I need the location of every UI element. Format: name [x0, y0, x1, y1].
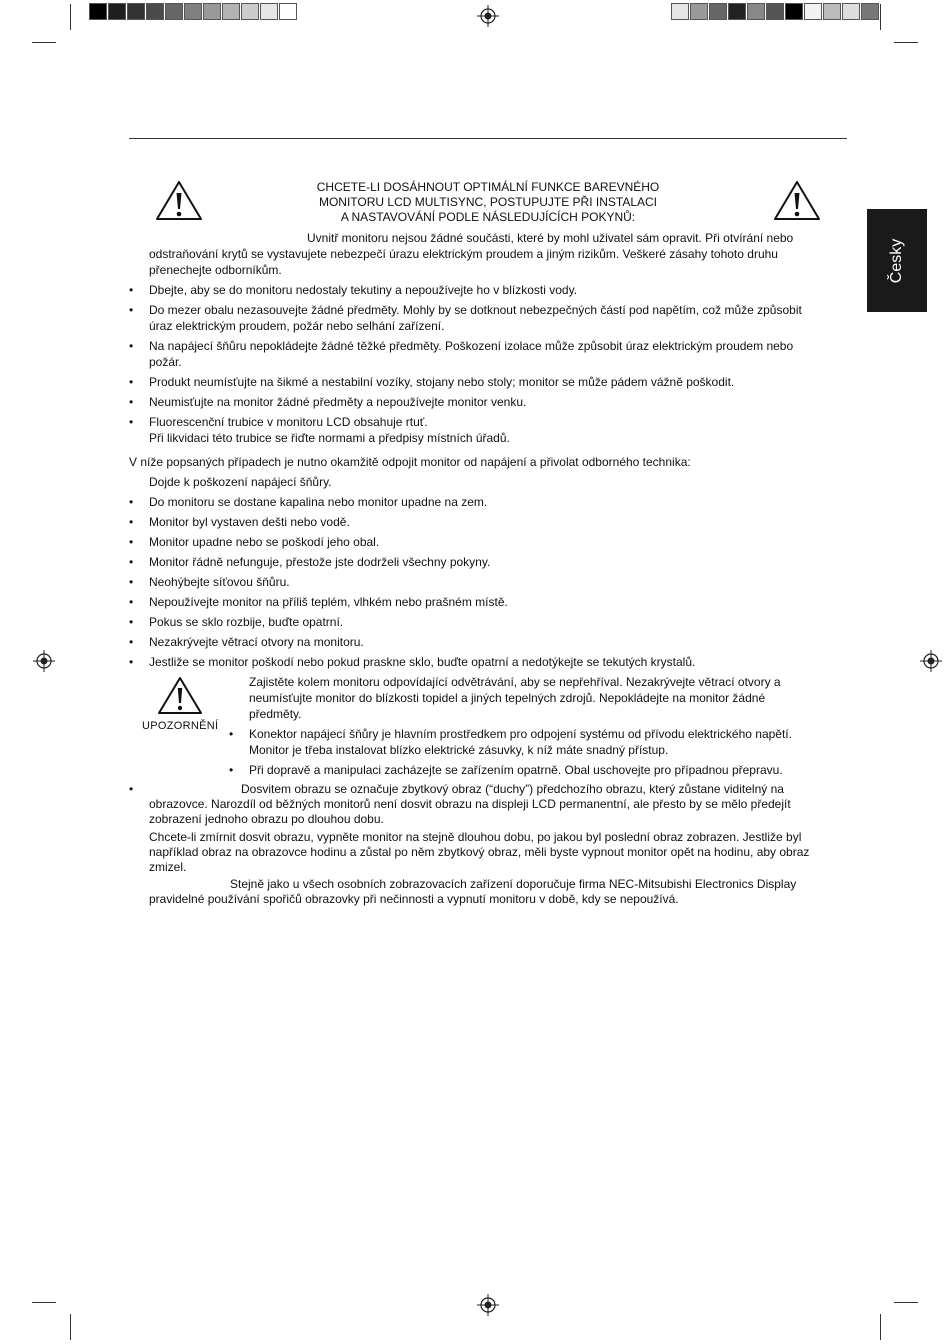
bullet: • [129, 495, 134, 509]
list-item: Při likvidaci této trubice se řiďte normami a předpisy místních úřadů. [149, 431, 510, 445]
list-item: Neohýbejte síťovou šňůru. [149, 575, 290, 589]
caution-text: neumísťujte monitor do blízkosti topidel a jiných tepelných zdrojů. Nepokládejte na monitor žádné [249, 691, 766, 705]
list-item: Na napájecí šňůru nepokládejte žádné těžké předměty. Poškození izolace může způsobit úraz elektrickým proudem nebo [149, 339, 794, 353]
list-item: Konektor napájecí šňůry je hlavním prostředkem pro odpojení systému od přívodu elektrického napětí. [249, 727, 792, 741]
bullet: • [129, 283, 134, 297]
bullet: • [129, 375, 134, 389]
list-item: požár. [149, 355, 182, 369]
list-item: Při dopravě a manipulaci zacházejte se zařízením opatrně. Obal uschovejte pro případnou přepravu. [249, 763, 783, 777]
list-item: Fluorescenční trubice v monitoru LCD obsahuje rtuť. [149, 415, 428, 429]
bullet: • [129, 303, 134, 317]
afterimage-text: Dosvitem obrazu se označuje zbytkový obraz (“duchy”) předchozího obrazu, který zůstane viditelný na [241, 782, 784, 796]
bullet: • [129, 595, 134, 609]
warning-intro: odstraňování krytů se vystavujete nebezpečí úrazu elektrickým proudem a jiným rizikům. Veškeré zásahy tohoto druhu [149, 247, 778, 261]
list-item: Monitor byl vystaven dešti nebo vodě. [149, 515, 350, 529]
bullet: • [129, 615, 134, 629]
list-item: Do mezer obalu nezasouvejte žádné předměty. Mohly by se dotknout nebezpečných částí pod napětím, což může způsobit [149, 303, 802, 317]
afterimage-text: Chcete-li zmírnit dosvit obrazu, vypněte monitor na stejně dlouhou dobu, po jakou byl poslední obraz zobrazen. Jestliže byl [149, 830, 802, 844]
list-item: Neumisťujte na monitor žádné předměty a nepoužívejte monitor venku. [149, 395, 527, 409]
warning-heading-line-3: A NASTAVOVÁNÍ PODLE NÁSLEDUJÍCÍCH POKYNŮ: [340, 210, 636, 224]
bullet: • [129, 395, 134, 409]
header-rule [129, 138, 847, 139]
bullet: • [129, 635, 134, 649]
list-item: Nepoužívejte monitor na příliš teplém, vlhkém nebo prašném místě. [149, 595, 508, 609]
caution-text: předměty. [249, 707, 302, 721]
afterimage-text: Stejně jako u všech osobních zobrazovacích zařízení doporučuje firma NEC-Mitsubishi Electronics Display [230, 877, 797, 891]
afterimage-text: zobrazení jednoho obrazu po dlouhou dobu. [149, 812, 384, 826]
color-bar-left [89, 3, 298, 22]
unplug-intro: V níže popsaných případech je nutno okamžitě odpojit monitor od napájení a přivolat odborného technika: [129, 455, 691, 469]
registration-mark-icon [33, 650, 55, 672]
registration-mark-icon [477, 1294, 499, 1316]
afterimage-text: pravidelné používání spořičů obrazovky při nečinnosti a vypnutí monitoru v době, kdy se nepoužívá. [149, 892, 679, 906]
caution-label: UPOZORNĚNÍ [142, 720, 219, 732]
warning-triangle-icon [155, 179, 203, 221]
list-item: Do monitoru se dostane kapalina nebo monitor upadne na zem. [149, 495, 488, 509]
color-bar-right [671, 3, 880, 22]
list-item: úraz elektrickým proudem, požár nebo selhání zařízení. [149, 319, 445, 333]
bullet: • [129, 782, 134, 796]
afterimage-text: například obraz na obrazovce hodinu a zůstal po něm zbytkový obraz, měli byste vypnout monitor opět na hodinu, aby obraz [149, 845, 810, 859]
registration-mark-icon [477, 5, 499, 27]
bullet: • [129, 555, 134, 569]
caution-text: Zajistěte kolem monitoru odpovídající odvětrávání, aby se nepřehříval. Nezakrývejte větrací otvory a [249, 675, 781, 689]
language-tab [867, 209, 927, 312]
bullet: • [129, 415, 134, 429]
bullet: • [229, 727, 234, 741]
warning-triangle-icon [157, 675, 203, 715]
afterimage-text: obrazovce. Narozdíl od běžných monitorů není dosvit obrazu na displeji LCD permanentní, ale přesto by se mělo předejít [149, 797, 791, 811]
bullet: • [129, 655, 134, 669]
list-item: Jestliže se monitor poškodí nebo pokud praskne sklo, buďte opatrní a nedotýkejte se tekutých krystalů. [149, 655, 696, 669]
list-item: Monitor řádně nefunguje, přestože jste dodrželi všechny pokyny. [149, 555, 491, 569]
list-item: Monitor upadne nebo se poškodí jeho obal. [149, 535, 380, 549]
list-item: Dbejte, aby se do monitoru nedostaly tekutiny a nepoužívejte ho v blízkosti vody. [149, 283, 578, 297]
warning-heading-line-1: CHCETE-LI DOSÁHNOUT OPTIMÁLNÍ FUNKCE BAREVNÉHO [316, 180, 660, 194]
list-item: Produkt neumísťujte na šikmé a nestabilní vozíky, stojany nebo stoly; monitor se může pádem vážně poškodit. [149, 375, 735, 389]
warning-heading-line-2: MONITORU LCD MULTISYNC, POSTUPUJTE PŘI INSTALACI [318, 195, 658, 209]
list-item: Nezakrývejte větrací otvory na monitoru. [149, 635, 364, 649]
warning-triangle-icon [773, 179, 821, 221]
afterimage-text: zmizel. [149, 860, 187, 874]
list-item: Dojde k poškození napájecí šňůry. [149, 475, 332, 489]
warning-intro: Uvnitř monitoru nejsou žádné součásti, které by mohl uživatel sám opravit. Při otvírání nebo [307, 231, 794, 245]
list-item: Monitor je třeba instalovat blízko elektrické zásuvky, k níž máte snadný přístup. [249, 743, 669, 757]
list-item: Pokus se sklo rozbije, buďte opatrní. [149, 615, 344, 629]
registration-mark-icon [920, 650, 942, 672]
language-tab-label: Česky [888, 238, 905, 283]
bullet: • [229, 763, 234, 777]
bullet: • [129, 535, 134, 549]
warning-intro: přenechejte odborníkům. [149, 263, 282, 277]
bullet: • [129, 339, 134, 353]
bullet: • [129, 575, 134, 589]
bullet: • [129, 515, 134, 529]
